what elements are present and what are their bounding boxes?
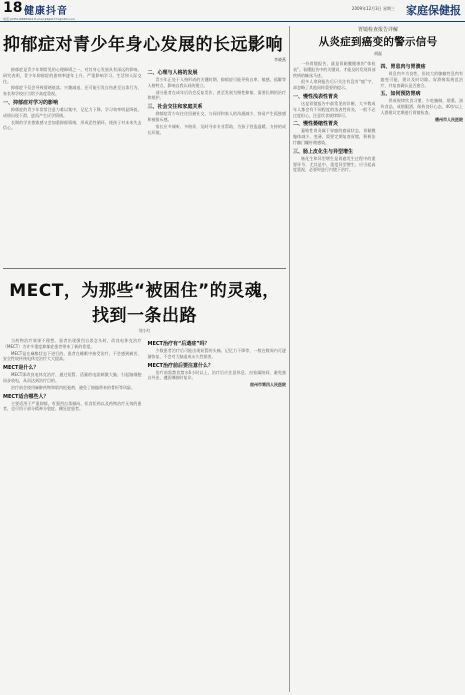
- issue-date: 2009年12月3日 星期三: [351, 6, 395, 11]
- article-paragraph: 青少年正处于人格形成的关键时期，抑郁症可能导致自卑、敏感、孤僻等人格特点，影响自我认同的建立。: [147, 77, 286, 88]
- article-column-1: [3, 338, 142, 413]
- section-heading: MECT适合哪些人？: [3, 393, 49, 400]
- article-source: 宿州市第四人民医院: [250, 382, 286, 388]
- article-paragraph: 养成规律饮食习惯，少吃腌制、烟熏、油炸食品，戒烟限酒，保持良好心态。40岁以上人群建议定期进行胃镜检查。: [380, 98, 463, 115]
- article-paragraph: 一份胃镜报告，就是胃黏膜健康的“体检表”。看懂报告中的关键词，才能及时发现胃部疾病的蛛丝马迹。: [293, 61, 376, 78]
- section-title: 健康抖音: [24, 6, 68, 17]
- section-heading: 二、慢性萎缩性胃炎: [293, 121, 339, 128]
- article-paragraph: 抑郁症的青少年常常注意力难以集中，记忆力下降，学习效率明显降低，成绩出现下滑，进而产生厌学情绪。: [3, 106, 142, 118]
- article-byline: 刘小红: [138, 328, 151, 333]
- article-paragraph: MECT即改良电休克治疗，通过短暂、适量的电流刺激大脑，引起脑细胞同步放电，从而达到治疗目的。: [3, 372, 142, 383]
- article-mect: [3, 276, 286, 692]
- article-paragraph: 治疗前会使用麻醉药物和肌肉松弛剂，避免了抽搐带来的骨折等风险。: [11, 384, 135, 390]
- article-column-1: [3, 67, 142, 136]
- article-paragraph: 长期的学业挫败感又会加重抑郁情绪，形成恶性循环，使孩子对未来失去信心。: [3, 119, 142, 131]
- newspaper-name: 家庭保健报: [406, 4, 461, 17]
- article-gastroscopy: [293, 26, 463, 692]
- article-source: 德州市人民医院: [435, 116, 463, 122]
- article-paragraph: 家长应多倾听、多陪伴，及时寻求专业帮助，为孩子营造温暖、支持的成长环境。: [147, 123, 286, 135]
- section-heading: 四、胃息肉与胃溃疡: [380, 64, 426, 70]
- section-heading: 五、如何预防胃病: [380, 91, 421, 98]
- article-paragraph: 抑郁症不仅会导致情绪低落、兴趣减退，还可能引发自伤甚至自杀行为，家长和学校应当给予高度重视。: [3, 85, 142, 97]
- page-header: [0, 0, 465, 22]
- article-paragraph: 很多人拿到报告后只关注有没有“癌”字，却忽略了其他同样重要的提示。: [293, 79, 376, 91]
- contact-line: 电话:(0351)8885002 E-mail:jtbjb0771@163.com: [3, 17, 76, 21]
- header-rule: [0, 21, 465, 22]
- page-number: 18: [3, 0, 23, 16]
- article-column-2: [148, 67, 287, 136]
- article-byline: 李晓燕: [274, 57, 286, 62]
- article-paragraph: MECT是在麻醉状态下进行的，患者在睡眠中接受治疗，不会感到痛苦，安全性较传统电休克治疗大大提高。: [3, 350, 142, 362]
- article-paragraph: 治疗前需禁食禁水6小时以上，治疗后应注意休息，由家属陪同，避免独自外出，遵医嘱按时复诊。: [147, 369, 286, 381]
- section-heading: 一、慢性浅表性胃炎: [293, 93, 339, 100]
- article-paragraph: 肠化生和异型增生是胃癌发生过程中的重要环节，尤其是中、重度异型增生，应引起高度重视，必要时进行内镜下治疗。: [293, 155, 376, 173]
- section-heading: 一、抑郁症对学习的影响: [3, 99, 59, 106]
- section-heading: 三、社会交往和家庭关系: [147, 104, 203, 111]
- article-depression: [3, 30, 286, 265]
- section-heading: 三、肠上皮化生与异型增生: [293, 148, 354, 155]
- article-kicker: 胃镜检查报告详解: [357, 27, 398, 33]
- article-headline: 抑郁症对青少年身心发展的长远影响: [3, 35, 283, 55]
- article-column-2: [148, 338, 287, 413]
- article-paragraph: 萎缩性胃炎属于胃癌的癌前状态，胃黏膜腺体减少、变薄，需要定期复查胃镜，积极治疗幽门螺杆菌感染。: [293, 128, 376, 145]
- section-heading: MECT是什么？: [3, 365, 39, 372]
- article-paragraph: 抑郁症是青少年期常见的心理障碍之一，对其身心发展具有深远的影响。研究表明，青少年抑郁症的患病率逐年上升，严重影响学习、生活和人际交往。: [3, 67, 142, 84]
- article-headline: MECT，为那些“被困住”的灵魂，找到一条出路: [9, 281, 280, 326]
- article-headline: 从炎症到癌变的警示信号: [318, 36, 438, 48]
- column-divider: [289, 26, 290, 692]
- section-heading: 二、心理与人格的发展: [147, 70, 198, 76]
- article-paragraph: 部分患者在成年后仍会反复发作，甚至发展为慢性抑郁，需要长期的治疗和照护。: [147, 89, 286, 101]
- section-heading: MECT治疗有“后遗症”吗？: [147, 341, 210, 347]
- article-column-2: [381, 61, 464, 174]
- article-paragraph: 少数患者治疗后可能出现短暂的头痛、记忆力下降等，一般在数周内可逐渐恢复，不会对大脑造成永久性损害。: [147, 348, 286, 359]
- article-paragraph: 这是胃镜报告中最常见的诊断，大多数成年人都会有不同程度的浅表性胃炎，一般不必过度担心，注意饮食规律即可。: [293, 100, 376, 118]
- article-paragraph: 抑郁症青少年往往回避社交，与同伴和家人的沟通减少，容易产生孤独感和被排斥感。: [147, 111, 286, 122]
- article-paragraph: 胃息肉多为良性，但较大的腺瘤性息肉有癌变可能，建议及时切除。胃溃疡需规范治疗，并复查确认是否愈合。: [380, 71, 463, 88]
- article-divider: [3, 268, 286, 269]
- article-paragraph: 当药物治疗效果不理想、患者出现强烈自杀念头时，改良电休克治疗（MECT）为许多重度抑郁症患者带来了新的希望。: [3, 338, 142, 349]
- section-heading: MECT治疗前后要注意什么？: [147, 362, 213, 369]
- article-byline: 胡磊: [374, 51, 382, 56]
- article-paragraph: 主要适用于严重抑郁、有强烈自杀倾向、拒食拒药以及药物治疗无效的患者，也可用于部分精神分裂症、躁狂症患者。: [3, 400, 142, 412]
- article-column-1: [293, 61, 376, 174]
